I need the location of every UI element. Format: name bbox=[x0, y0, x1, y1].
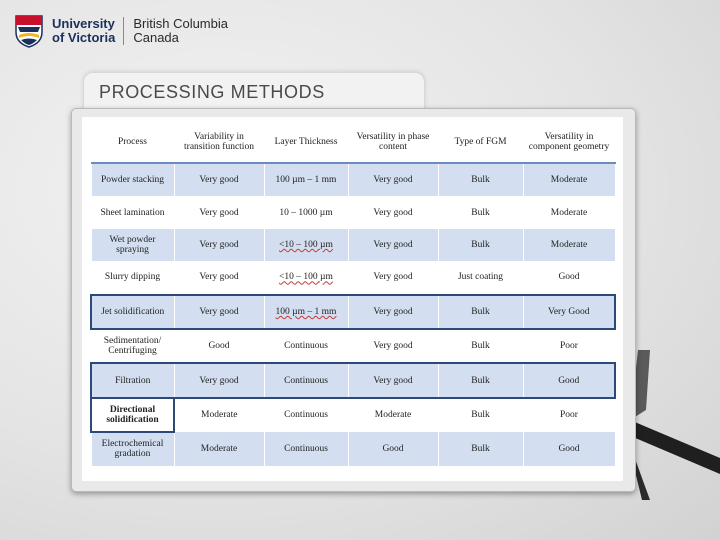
cell-process: Powder stacking bbox=[91, 163, 174, 196]
cell-process: Wet powder spraying bbox=[91, 229, 174, 261]
table-row bbox=[91, 229, 615, 261]
table-row-highlighted bbox=[91, 363, 615, 397]
cell-geometry-versatility: Moderate bbox=[523, 163, 615, 196]
table-header-row bbox=[91, 122, 615, 163]
cell-layer-thickness: Continuous bbox=[264, 398, 348, 432]
cell-variability: Very good bbox=[174, 196, 264, 228]
university-name bbox=[52, 17, 115, 45]
header-layer-thickness: Layer Thickness bbox=[264, 122, 348, 163]
cell-process: Slurry dipping bbox=[91, 261, 174, 294]
location-name bbox=[133, 17, 228, 45]
cell-phase-versatility: Very good bbox=[348, 363, 438, 397]
cell-phase-versatility: Very good bbox=[348, 196, 438, 228]
cell-layer-thickness: Continuous bbox=[264, 329, 348, 363]
cell-process: Directional solidification bbox=[91, 398, 174, 432]
table-row bbox=[91, 196, 615, 228]
header-geometry-versatility: Versatility in component geometry bbox=[523, 122, 615, 163]
cell-fgm-type: Bulk bbox=[438, 432, 523, 465]
slide-title: PROCESSING METHODS bbox=[99, 82, 325, 102]
cell-phase-versatility: Very good bbox=[348, 163, 438, 196]
cell-phase-versatility: Very good bbox=[348, 229, 438, 261]
cell-variability: Moderate bbox=[174, 398, 264, 432]
table-frame bbox=[71, 108, 636, 492]
location-line-2: Canada bbox=[133, 30, 179, 45]
cell-fgm-type: Bulk bbox=[438, 295, 523, 329]
cell-variability: Very good bbox=[174, 163, 264, 196]
cell-phase-versatility: Good bbox=[348, 432, 438, 465]
cell-geometry-versatility: Very Good bbox=[523, 295, 615, 329]
cell-layer-thickness: <10 – 100 µm bbox=[264, 229, 348, 261]
cell-layer-thickness: Continuous bbox=[264, 432, 348, 465]
cell-variability: Very good bbox=[174, 363, 264, 397]
cell-phase-versatility: Very good bbox=[348, 329, 438, 363]
table-row bbox=[91, 432, 615, 465]
table-row bbox=[91, 163, 615, 196]
header-phase-versatility: Versatility in phase content bbox=[348, 122, 438, 163]
cell-layer-thickness: Continuous bbox=[264, 363, 348, 397]
table-row bbox=[91, 329, 615, 363]
cell-layer-thickness: 100 µm – 1 mm bbox=[264, 163, 348, 196]
university-logo[interactable] bbox=[14, 14, 228, 48]
table-row bbox=[91, 398, 615, 432]
cell-variability: Very good bbox=[174, 261, 264, 294]
crest-icon bbox=[14, 14, 44, 48]
table-sheet bbox=[82, 117, 623, 481]
cell-layer-thickness: 10 – 1000 µm bbox=[264, 196, 348, 228]
cell-layer-thickness: <10 – 100 µm bbox=[264, 261, 348, 294]
cell-layer-thickness: 100 µm – 1 mm bbox=[264, 295, 348, 329]
cell-variability: Very good bbox=[174, 295, 264, 329]
cell-geometry-versatility: Moderate bbox=[523, 196, 615, 228]
cell-process: Electrochemical gradation bbox=[91, 432, 174, 465]
cell-geometry-versatility: Good bbox=[523, 363, 615, 397]
cell-fgm-type: Bulk bbox=[438, 363, 523, 397]
cell-fgm-type: Bulk bbox=[438, 196, 523, 228]
table-row bbox=[91, 261, 615, 294]
university-line-1: University bbox=[52, 16, 115, 31]
cell-fgm-type: Bulk bbox=[438, 329, 523, 363]
cell-process: Sedimentation/ Centrifuging bbox=[91, 329, 174, 363]
cell-variability: Moderate bbox=[174, 432, 264, 465]
cell-process: Jet solidification bbox=[91, 295, 174, 329]
header-variability: Variability in transition function bbox=[174, 122, 264, 163]
table-row-highlighted bbox=[91, 295, 615, 329]
cell-fgm-type: Just coating bbox=[438, 261, 523, 294]
cell-fgm-type: Bulk bbox=[438, 229, 523, 261]
cell-process: Filtration bbox=[91, 363, 174, 397]
cell-geometry-versatility: Good bbox=[523, 432, 615, 465]
university-line-2: of Victoria bbox=[52, 30, 116, 45]
cell-geometry-versatility: Poor bbox=[523, 398, 615, 432]
header-fgm-type: Type of FGM bbox=[438, 122, 523, 163]
processing-methods-table bbox=[90, 122, 616, 466]
logo-divider bbox=[123, 17, 124, 45]
cell-phase-versatility: Very good bbox=[348, 261, 438, 294]
cell-fgm-type: Bulk bbox=[438, 398, 523, 432]
cell-phase-versatility: Very good bbox=[348, 295, 438, 329]
cell-geometry-versatility: Good bbox=[523, 261, 615, 294]
cell-variability: Very good bbox=[174, 229, 264, 261]
cell-fgm-type: Bulk bbox=[438, 163, 523, 196]
cell-phase-versatility: Moderate bbox=[348, 398, 438, 432]
cell-geometry-versatility: Moderate bbox=[523, 229, 615, 261]
header-process: Process bbox=[91, 122, 174, 163]
cell-variability: Good bbox=[174, 329, 264, 363]
cell-geometry-versatility: Poor bbox=[523, 329, 615, 363]
cell-process: Sheet lamination bbox=[91, 196, 174, 228]
location-line-1: British Columbia bbox=[133, 16, 228, 31]
